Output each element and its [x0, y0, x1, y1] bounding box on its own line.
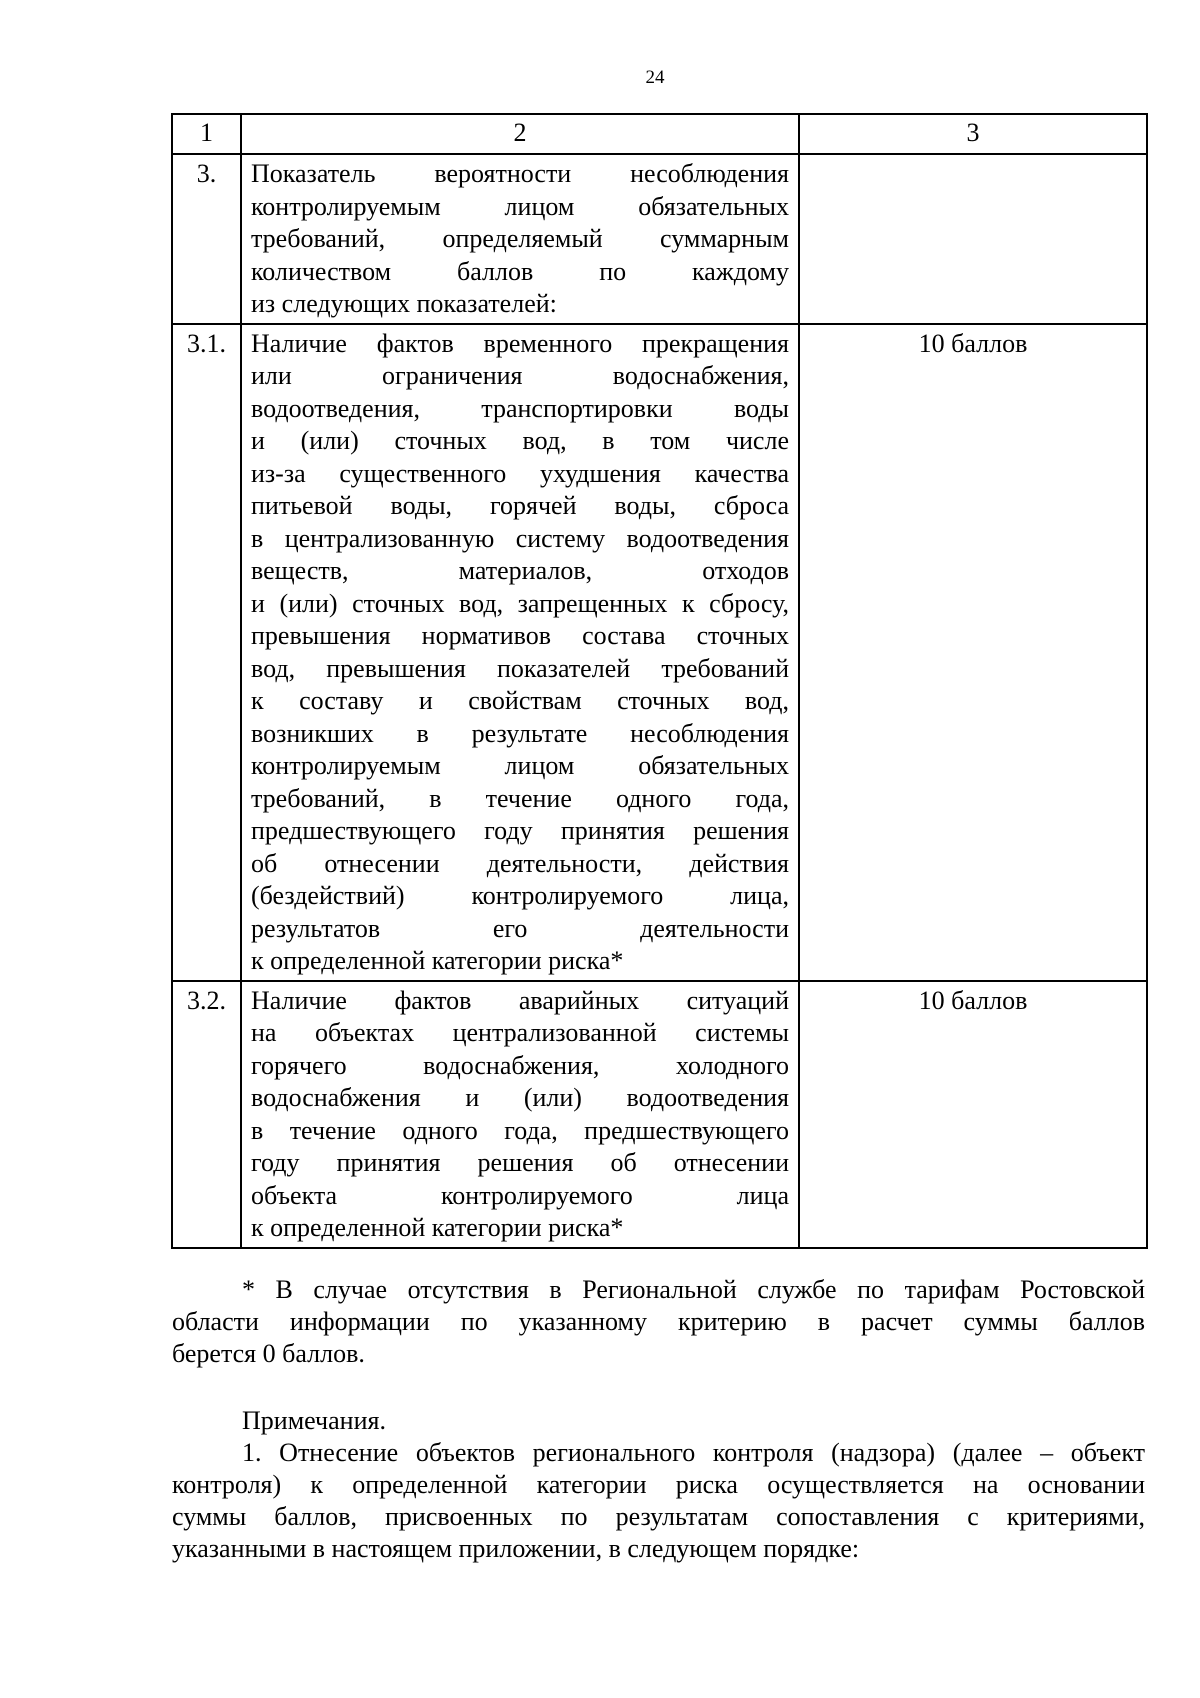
criterion-text-line: количеством баллов по каждому: [251, 256, 789, 286]
criterion-text-line: результатов его деятельности: [251, 913, 789, 943]
criterion-text-line: Наличие фактов аварийных ситуаций: [251, 985, 789, 1015]
criterion-text-line: из следующих показателей:: [251, 289, 557, 318]
criterion-text-line: Наличие фактов временного прекращения: [251, 328, 789, 358]
footnote-line: * В случае отсутствия в Региональной службе по тарифам Ростовской: [242, 1275, 1145, 1304]
criterion-text-line: в централизованную систему водоотведения: [251, 523, 789, 553]
criterion-text-line: Показатель вероятности несоблюдения: [251, 159, 789, 188]
row-number-cell: 3.2.: [172, 981, 241, 1248]
notes-line: указанными в настоящем приложении, в следующем порядке:: [172, 1534, 860, 1563]
notes-line: суммы баллов, присвоенных по результатам сопоставления с критериями,: [172, 1502, 1145, 1531]
criterion-text-line: контролируемым лицом обязательных: [251, 751, 789, 780]
criterion-text-line: требований, определяемый суммарным: [251, 224, 789, 253]
criterion-text-line: вод, превышения показателей требований: [251, 653, 789, 683]
notes-line: контроля) к определенной категории риска осуществляется на основании: [172, 1470, 1145, 1499]
table-header-row: [172, 114, 1147, 154]
criterion-text-line: превышения нормативов состава сточных: [251, 621, 789, 650]
criterion-text-line: в течение одного года, предшествующего: [251, 1115, 789, 1145]
criterion-text-line: об отнесении деятельности, действия: [251, 848, 789, 878]
points-cell: [799, 154, 1147, 324]
criterion-text-line: веществ, материалов, отходов: [251, 556, 789, 585]
criterion-text-line: объекта контролируемого лица: [251, 1180, 789, 1210]
criterion-text-line: контролируемым лицом обязательных: [251, 191, 789, 221]
points-cell: 10 баллов: [799, 981, 1147, 1248]
criterion-text-line: предшествующего году принятия решения: [251, 816, 789, 845]
criterion-text-cell: [241, 324, 799, 981]
criterion-text-line: водоотведения, транспортировки воды: [251, 393, 789, 423]
footnote-line: берется 0 баллов.: [172, 1339, 365, 1368]
page-number: 24: [645, 67, 665, 88]
criterion-text-line: к определенной категории риска*: [251, 946, 624, 975]
criterion-text-line: или ограничения водоснабжения,: [251, 361, 789, 390]
criterion-text-line: водоснабжения и (или) водоотведения: [251, 1083, 789, 1112]
row-number-cell: 3.1.: [172, 324, 241, 981]
criterion-text-line: питьевой воды, горячей воды, сброса: [251, 491, 789, 520]
table-row: [172, 154, 1147, 324]
criterion-text-line: возникших в результате несоблюдения: [251, 718, 789, 748]
criterion-text-line: и (или) сточных вод, запрещенных к сбросу,: [251, 588, 789, 618]
criterion-text-line: и (или) сточных вод, в том числе: [251, 426, 789, 455]
notes-section: [172, 1405, 1145, 1565]
criterion-text-line: на объектах централизованной системы: [251, 1018, 789, 1047]
criterion-text-line: горячего водоснабжения, холодного: [251, 1050, 789, 1080]
notes-line: 1. Отнесение объектов регионального контроля (надзора) (далее – объект: [242, 1438, 1145, 1467]
criteria-table: [171, 113, 1148, 1249]
table-row: [172, 324, 1147, 981]
footnote: [172, 1274, 1145, 1370]
criterion-text-line: к определенной категории риска*: [251, 1213, 624, 1242]
header-cell-1: 1: [172, 114, 241, 154]
table-row: [172, 981, 1147, 1248]
criterion-text-line: к составу и свойствам сточных вод,: [251, 686, 789, 715]
criterion-text-cell: [241, 981, 799, 1248]
criterion-text-line: (бездействий) контролируемого лица,: [251, 881, 789, 910]
header-cell-2: 2: [241, 114, 799, 154]
criterion-text-line: из-за существенного ухудшения качества: [251, 458, 789, 488]
footnote-line: области информации по указанному критерию в расчет суммы баллов: [172, 1307, 1145, 1336]
criterion-text-cell: [241, 154, 799, 324]
criterion-text-line: требований, в течение одного года,: [251, 783, 789, 813]
header-cell-3: 3: [799, 114, 1147, 154]
notes-title: Примечания.: [242, 1406, 386, 1435]
points-cell: 10 баллов: [799, 324, 1147, 981]
row-number-cell: 3.: [172, 154, 241, 324]
criterion-text-line: году принятия решения об отнесении: [251, 1148, 789, 1177]
